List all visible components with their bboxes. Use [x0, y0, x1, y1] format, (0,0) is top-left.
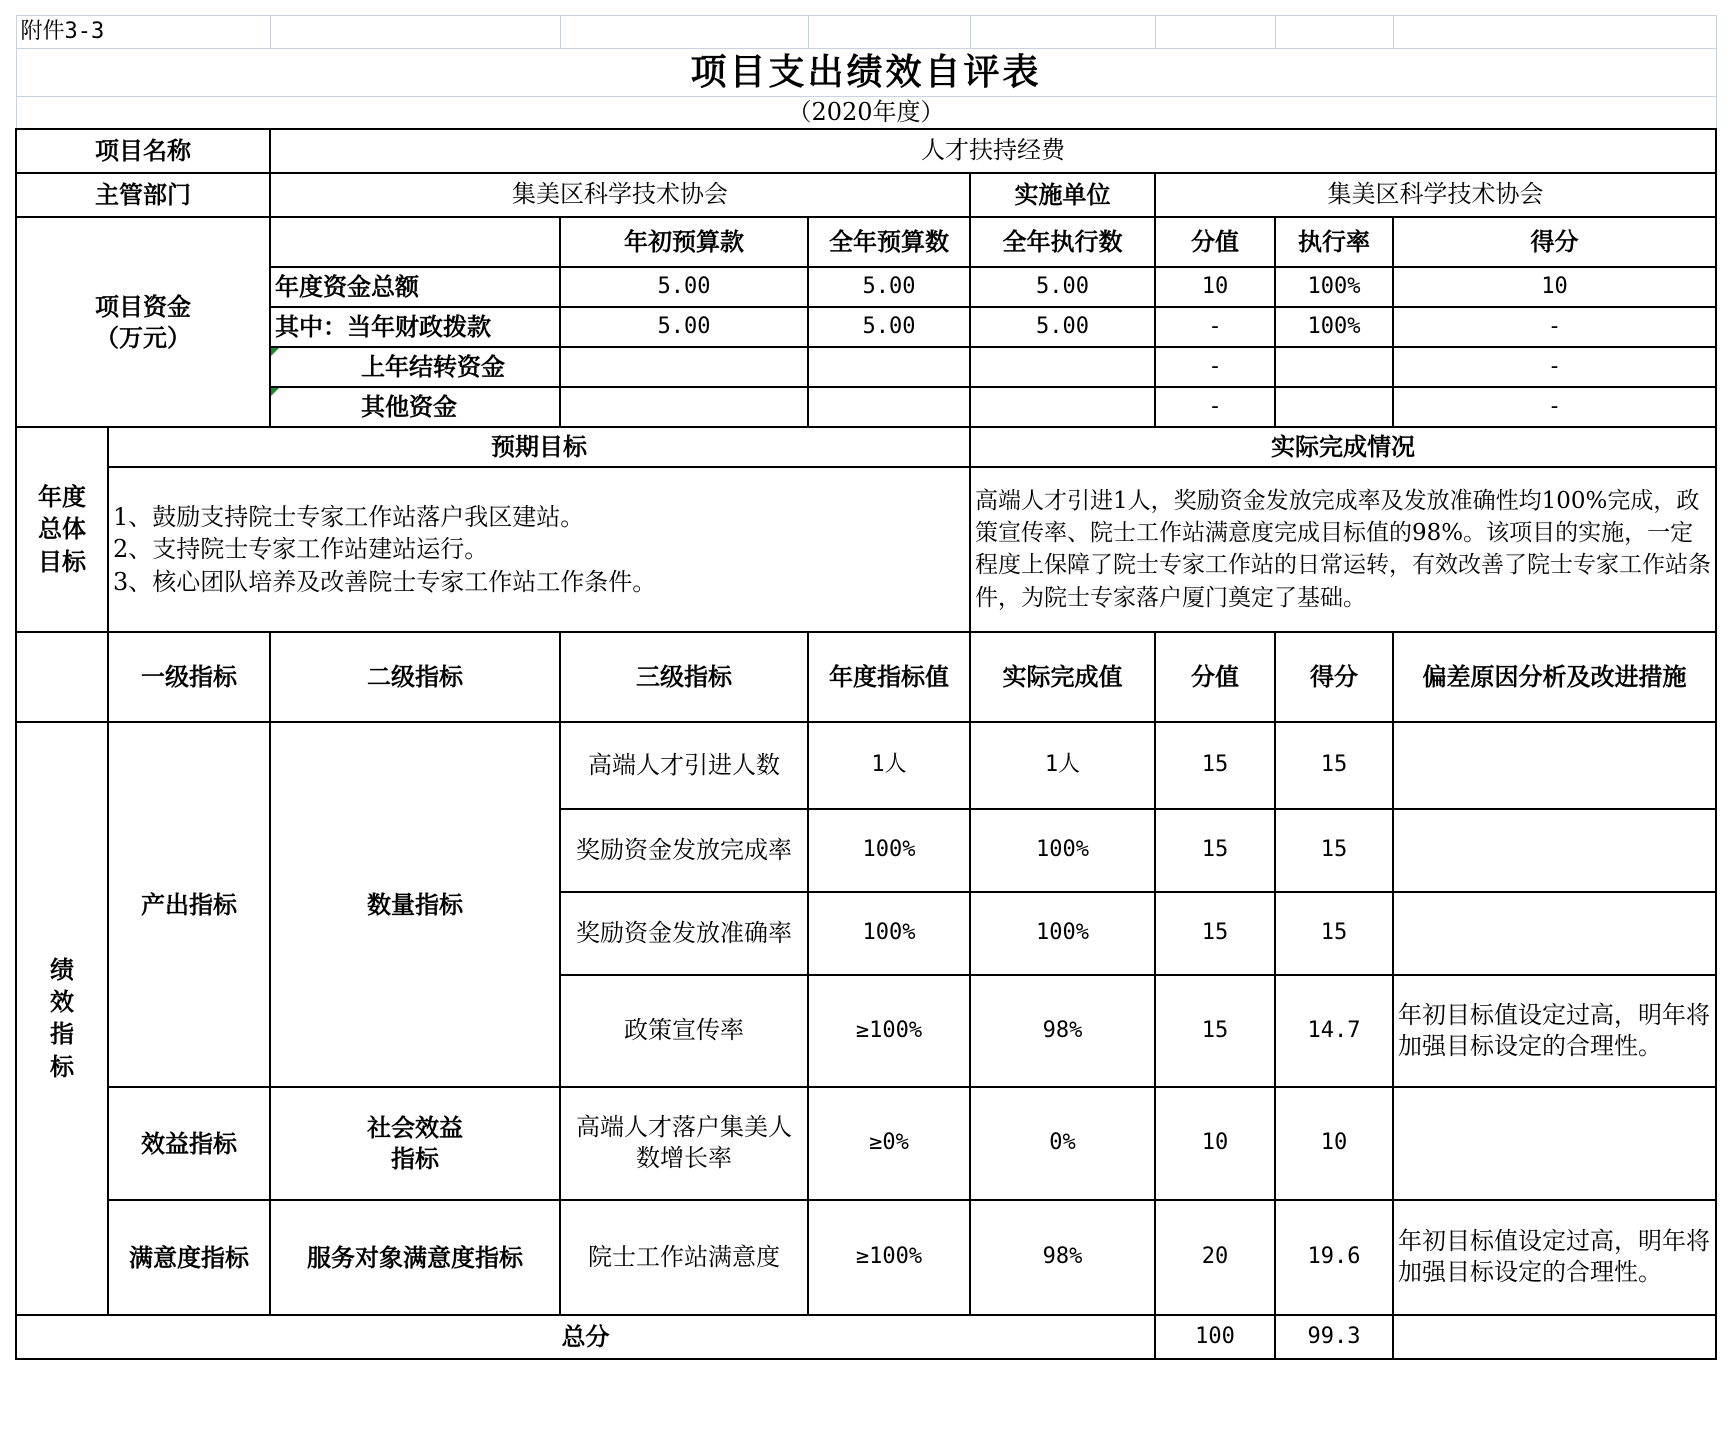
level3-indicator: 奖励资金发放完成率 [560, 809, 808, 892]
funds-score-value: - [1155, 387, 1275, 427]
indicator-row [16, 722, 1716, 809]
funds-row-label: 其中：当年财政拨款 [270, 307, 560, 347]
attachment-label: 附件3-3 [16, 16, 270, 49]
score-value: 10 [1155, 1087, 1275, 1200]
funds-row [16, 307, 1716, 347]
total-score: 99.3 [1275, 1315, 1393, 1359]
score-value: 20 [1155, 1200, 1275, 1315]
level1-satisfaction: 满意度指标 [108, 1200, 270, 1315]
funds-header: 分值 [1155, 217, 1275, 267]
score-value: 15 [1155, 975, 1275, 1087]
performance-label-char: 绩 [50, 954, 74, 984]
annual-goal-label-line: 年度 [38, 481, 86, 511]
expected-goal-item: 1、鼓励支持院士专家工作站落户我区建站。 [113, 502, 585, 531]
score: 15 [1275, 722, 1393, 809]
actual-value: 100% [970, 892, 1155, 975]
actual-value: 1人 [970, 722, 1155, 809]
funds-score: - [1393, 387, 1716, 427]
level3-indicator: 政策宣传率 [560, 975, 808, 1087]
deviation-note [1393, 809, 1716, 892]
deviation-note [1393, 892, 1716, 975]
annual-goal-label-line: 目标 [38, 546, 86, 576]
expected-goal-list [108, 467, 970, 632]
score: 15 [1275, 809, 1393, 892]
indicator-row [16, 1200, 1716, 1315]
empty-cell [970, 16, 1155, 49]
funds-annual: 5.00 [808, 307, 970, 347]
funds-header: 全年执行数 [970, 217, 1155, 267]
funds-score-value: - [1155, 307, 1275, 347]
indicator-header: 二级指标 [270, 632, 560, 722]
empty-cell [16, 632, 108, 722]
funds-initial [560, 387, 808, 427]
deviation-note: 年初目标值设定过高，明年将加强目标设定的合理性。 [1393, 975, 1716, 1087]
implementer-label: 实施单位 [970, 173, 1155, 217]
annual-goal-label [16, 427, 108, 632]
deviation-note [1393, 722, 1716, 809]
level1-output: 产出指标 [108, 722, 270, 1087]
page-title: 项目支出绩效自评表 [16, 49, 1716, 97]
score-value: 15 [1155, 892, 1275, 975]
level2-service-satisfaction: 服务对象满意度指标 [270, 1200, 560, 1315]
department-value: 集美区科学技术协会 [270, 173, 970, 217]
funds-rate: 100% [1275, 267, 1393, 307]
target-value: ≥0% [808, 1087, 970, 1200]
project-name-label: 项目名称 [16, 129, 270, 173]
indicator-header: 一级指标 [108, 632, 270, 722]
funds-row-label: 其他资金 [270, 387, 560, 427]
funds-rate: 100% [1275, 307, 1393, 347]
funds-label-line: 项目资金 [95, 291, 191, 321]
target-value: ≥100% [808, 975, 970, 1087]
funds-row [16, 267, 1716, 307]
target-value: 100% [808, 892, 970, 975]
actual-value: 98% [970, 975, 1155, 1087]
level2-social-benefit-line: 社会效益 [367, 1113, 463, 1143]
indicator-header: 偏差原因分析及改进措施 [1393, 632, 1716, 722]
score: 10 [1275, 1087, 1393, 1200]
total-label: 总分 [16, 1315, 1155, 1359]
level3-indicator: 高端人才落户集美人数增长率 [560, 1087, 808, 1200]
score-value: 15 [1155, 809, 1275, 892]
actual-completion-header: 实际完成情况 [970, 427, 1716, 467]
empty-cell [270, 217, 560, 267]
empty-cell [1393, 16, 1716, 49]
project-name-value: 人才扶持经费 [270, 129, 1716, 173]
funds-header: 得分 [1393, 217, 1716, 267]
deviation-note: 年初目标值设定过高，明年将加强目标设定的合理性。 [1393, 1200, 1716, 1315]
funds-annual [808, 347, 970, 387]
funds-initial: 5.00 [560, 307, 808, 347]
implementer-value: 集美区科学技术协会 [1155, 173, 1716, 217]
score: 14.7 [1275, 975, 1393, 1087]
funds-executed: 5.00 [970, 307, 1155, 347]
funds-annual [808, 387, 970, 427]
report-year: （2020年度） [16, 96, 1716, 129]
deviation-note [1393, 1087, 1716, 1200]
performance-indicator-label [16, 722, 108, 1315]
empty-cell [1275, 16, 1393, 49]
level2-social-benefit [270, 1087, 560, 1200]
actual-completion-text: 高端人才引进1人，奖励资金发放完成率及发放准确性均100%完成，政策宣传率、院士工作站满意度完成目标值的98%。该项目的实施，一定程度上保障了院士专家工作站的日常运转，有效改善了院士专家工作站条件，为院士专家落户厦门奠定了基础。 [970, 467, 1716, 632]
funds-header: 年初预算款 [560, 217, 808, 267]
indicator-header: 得分 [1275, 632, 1393, 722]
funds-score: - [1393, 347, 1716, 387]
indicator-header: 分值 [1155, 632, 1275, 722]
indicator-header: 年度指标值 [808, 632, 970, 722]
evaluation-sheet [15, 15, 1715, 1360]
funds-annual: 5.00 [808, 267, 970, 307]
score-value: 15 [1155, 722, 1275, 809]
annual-goal-label-line: 总体 [38, 514, 86, 544]
funds-rate [1275, 347, 1393, 387]
actual-value: 98% [970, 1200, 1155, 1315]
target-value: 100% [808, 809, 970, 892]
performance-label-char: 效 [50, 987, 74, 1017]
funds-executed [970, 387, 1155, 427]
performance-label-char: 标 [50, 1051, 74, 1081]
funds-label-line: （万元） [95, 322, 191, 352]
funds-executed: 5.00 [970, 267, 1155, 307]
empty-cell [1393, 1315, 1716, 1359]
expected-goal-item: 3、核心团队培养及改善院士专家工作站工作条件。 [113, 567, 657, 596]
performance-label-char: 指 [50, 1019, 74, 1049]
indicator-header: 三级指标 [560, 632, 808, 722]
target-value: ≥100% [808, 1200, 970, 1315]
expected-goal-item: 2、支持院士专家工作站建站运行。 [113, 535, 489, 564]
level2-quantity: 数量指标 [270, 722, 560, 1087]
funds-initial [560, 347, 808, 387]
target-value: 1人 [808, 722, 970, 809]
empty-cell [270, 16, 560, 49]
funds-row-label: 年度资金总额 [270, 267, 560, 307]
funds-header: 执行率 [1275, 217, 1393, 267]
funds-executed [970, 347, 1155, 387]
funds-score: - [1393, 307, 1716, 347]
funds-score-value: 10 [1155, 267, 1275, 307]
indicator-row [16, 1087, 1716, 1200]
funds-row-label: 上年结转资金 [270, 347, 560, 387]
score: 15 [1275, 892, 1393, 975]
level2-social-benefit-line: 指标 [391, 1144, 439, 1174]
funds-rate [1275, 387, 1393, 427]
level3-indicator: 奖励资金发放准确率 [560, 892, 808, 975]
department-label: 主管部门 [16, 173, 270, 217]
actual-value: 100% [970, 809, 1155, 892]
score: 19.6 [1275, 1200, 1393, 1315]
funds-row [16, 387, 1716, 427]
actual-value: 0% [970, 1087, 1155, 1200]
evaluation-table [15, 15, 1717, 1360]
funds-label [16, 217, 270, 427]
indicator-header: 实际完成值 [970, 632, 1155, 722]
funds-row [16, 347, 1716, 387]
level3-indicator: 高端人才引进人数 [560, 722, 808, 809]
funds-score: 10 [1393, 267, 1716, 307]
empty-cell [560, 16, 808, 49]
funds-header: 全年预算数 [808, 217, 970, 267]
funds-score-value: - [1155, 347, 1275, 387]
empty-cell [808, 16, 970, 49]
level1-benefit: 效益指标 [108, 1087, 270, 1200]
empty-cell [1155, 16, 1275, 49]
total-value: 100 [1155, 1315, 1275, 1359]
level3-indicator: 院士工作站满意度 [560, 1200, 808, 1315]
funds-initial: 5.00 [560, 267, 808, 307]
expected-goal-header: 预期目标 [108, 427, 970, 467]
